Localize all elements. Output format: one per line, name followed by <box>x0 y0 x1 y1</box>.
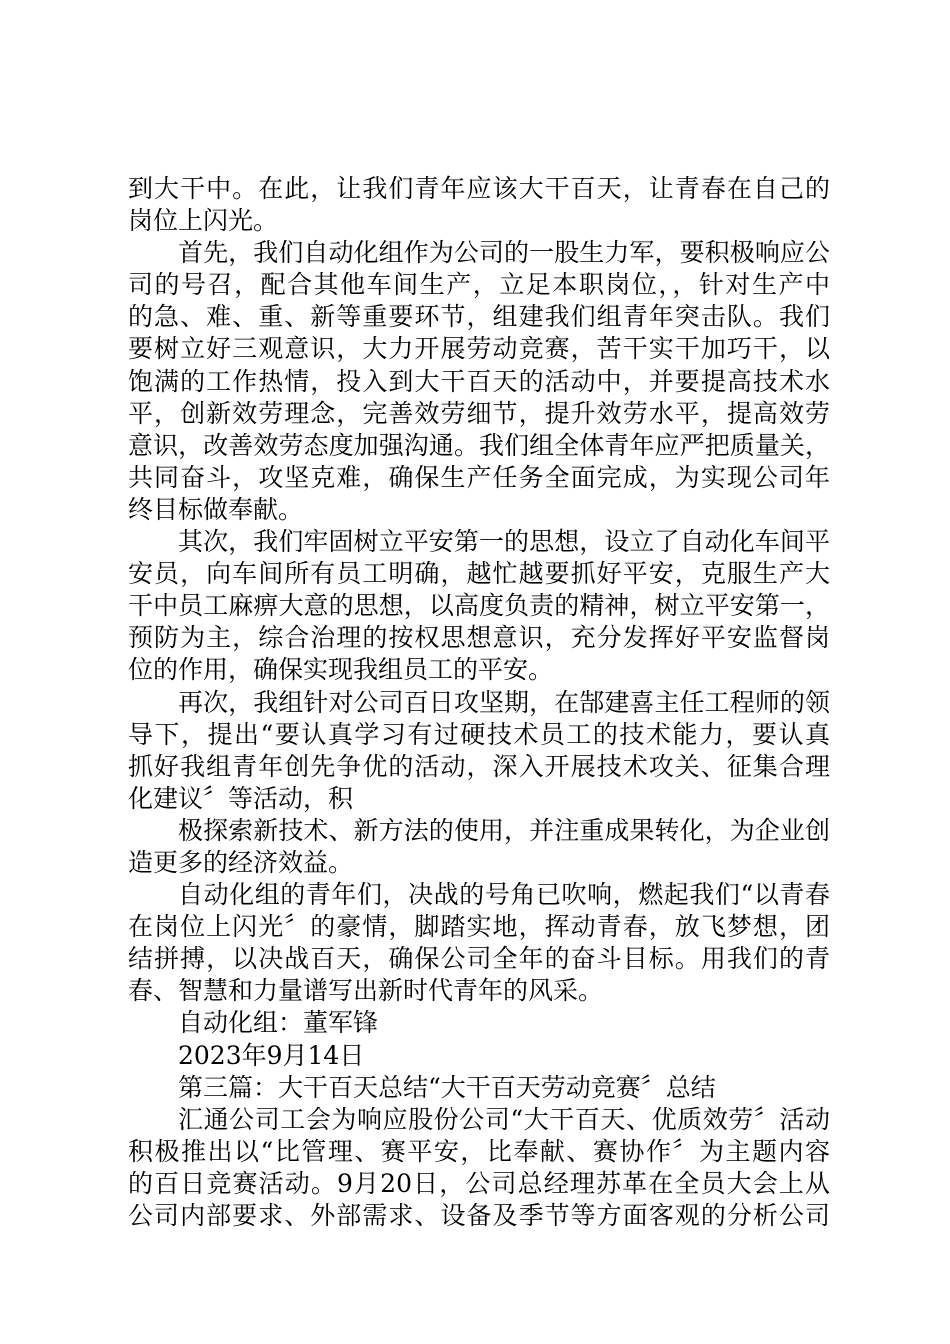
text-line: 终目标做奉献。 <box>128 494 304 524</box>
text-line: 司的号召，配合其他车间生产，立足本职岗位，，针对生产中 <box>128 270 830 300</box>
text-line: 到大干中。在此，让我们青年应该大干百天，让青春在自己的 <box>128 174 830 203</box>
text-line: 导下，提出“要认真学习有过硬技术员工的技术能力，要认真 <box>128 719 830 749</box>
text-line: 岗位上闪光。 <box>128 206 279 236</box>
text-line: 干中员工麻痹大意的思想，以高度负责的精神，树立平安第一， <box>128 591 830 621</box>
text-line: 预防为主，综合治理的按权思想意识，充分发挥好平安监督岗 <box>128 623 830 653</box>
text-line: 的百日竞赛活动。9月20日，公司总经理苏革在全员大会上从 <box>128 1168 830 1198</box>
date-line: 2023年9月14日 <box>178 1040 365 1070</box>
text-line: 的急、难、重、新等重要环节，组建我们组青年突击队。我们 <box>128 302 830 332</box>
text-line: 公司内部要求、外部需求、设备及季节等方面客观的分析公司 <box>128 1201 830 1230</box>
text-line: 位的作用，确保实现我组员工的平安。 <box>128 655 554 685</box>
text-line: 安员，向车间所有员工明确，越忙越要抓好平安，克服生产大 <box>128 559 830 589</box>
text-line: 要树立好三观意识，大力开展劳动竞赛，苦干实干加巧干，以 <box>128 334 830 364</box>
text-line: 平，创新效劳理念，完善效劳细节，提升效劳水平，提高效劳 <box>128 398 830 428</box>
text-line: 积极推出以“比管理、赛平安，比奉献、赛协作〞为主题内容 <box>128 1136 830 1166</box>
text-line: 意识，改善效劳态度加强沟通。我们组全体青年应严把质量关， <box>128 430 830 460</box>
paragraph-first-line: 其次，我们牢固树立平安第一的思想，设立了自动化车间平 <box>178 527 830 557</box>
section-heading: 第三篇：大干百天总结“大干百天劳动竞赛〞总结 <box>178 1072 716 1102</box>
text-line: 春、智慧和力量谱写出新时代青年的风采。 <box>128 976 604 1006</box>
paragraph-first-line: 极探索新技术、新方法的使用，并注重成果转化，为企业创 <box>178 815 830 845</box>
paragraph-first-line: 首先，我们自动化组作为公司的一股生力军，要积极响应公 <box>178 238 830 268</box>
paragraph-first-line: 汇通公司工会为响应股份公司“大干百天、优质效劳〞活动 <box>178 1104 830 1134</box>
text-line: 饱满的工作热情，投入到大干百天的活动中，并要提高技术水 <box>128 366 830 396</box>
text-line: 在岗位上闪光〞的豪情，脚踏实地，挥动青春，放飞梦想，团 <box>128 912 830 942</box>
text-line: 抓好我组青年创先争优的活动，深入开展技术攻关、征集合理 <box>128 751 830 781</box>
text-line: 造更多的经济效益。 <box>128 847 354 877</box>
text-line: 结拼搏，以决战百天，确保公司全年的奋斗目标。用我们的青 <box>128 944 830 974</box>
text-line: 共同奋斗，攻坚克难，确保生产任务全面完成，为实现公司年 <box>128 462 830 492</box>
paragraph-first-line: 再次，我组针对公司百日攻坚期，在郜建喜主任工程师的领 <box>178 687 830 717</box>
signature-line: 自动化组：董军锋 <box>178 1008 379 1038</box>
paragraph-first-line: 自动化组的青年们，决战的号角已吹响，燃起我们“以青春 <box>178 880 830 910</box>
text-line: 化建议〞等活动，积 <box>128 783 354 813</box>
document-body <box>128 173 830 1232</box>
